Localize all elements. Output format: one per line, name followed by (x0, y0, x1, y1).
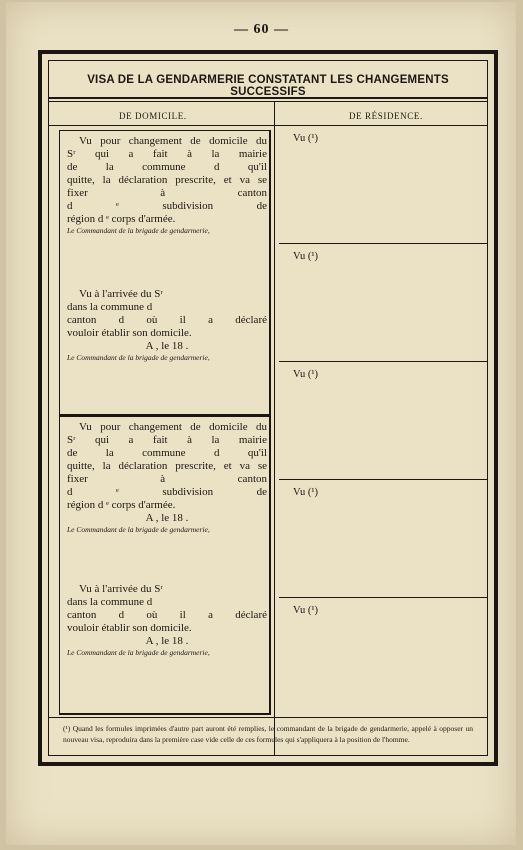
residence-visa-5: Vu (¹) (293, 605, 318, 616)
form-line: de la commune d qu'il (67, 161, 267, 173)
residence-visa-3: Vu (¹) (293, 369, 318, 380)
residence-divider (279, 479, 487, 480)
footnote-rule (49, 717, 487, 718)
column-divider (274, 101, 275, 755)
residence-visa-2: Vu (¹) (293, 251, 318, 262)
signature-line: Le Commandant de la brigade de gendarmerie, (67, 226, 210, 235)
residence-divider (279, 361, 487, 362)
header-rule (49, 97, 487, 99)
form-line: de la commune d qu'il (67, 447, 267, 459)
form-line: Sʳ qui a fait à la mairie (67, 434, 267, 446)
table-header: VISA DE LA GENDARMERIE CONSTATANT LES CHANGEMENTS SUCCESSIFS (87, 74, 449, 98)
form-line: fixer à canton (67, 187, 267, 199)
column-domicile: DE DOMICILE. (119, 111, 187, 121)
form-line: canton d où il a déclaré (67, 314, 267, 326)
residence-visa-1: Vu (¹) (293, 133, 318, 144)
form-line: quitte, la déclaration prescrite, et va se (67, 460, 267, 472)
form-line: Vu à l'arrivée du Sʳ (79, 288, 163, 300)
form-line: quitte, la déclaration prescrite, et va se (67, 174, 267, 186)
residence-visa-4: Vu (¹) (293, 487, 318, 498)
form-line: Vu pour changement de domicile du (79, 135, 267, 147)
form-line: vouloir établir son domicile. (67, 622, 192, 634)
arrival-form-2 (67, 583, 267, 657)
column-rule (49, 125, 487, 126)
form-line: région d ᵉ corps d'armée. (67, 499, 176, 511)
form-line: canton d où il a déclaré (67, 609, 267, 621)
departure-form-2 (67, 421, 267, 534)
form-line: d ᵉ subdivision de (67, 486, 267, 498)
residence-divider (279, 597, 487, 598)
signature-line: Le Commandant de la brigade de gendarmerie, (67, 353, 210, 362)
visa-frame (38, 50, 498, 766)
visa-table (48, 60, 488, 756)
form-line: fixer à canton (67, 473, 267, 485)
form-line: dans la commune d (67, 596, 153, 608)
signature-line: Le Commandant de la brigade de gendarmerie, (67, 525, 210, 534)
form-line: Sʳ qui a fait à la mairie (67, 148, 267, 160)
footnote: (¹) Quand les formules imprimées d'autre part auront été remplies, le commandant de la brigade de gendarmerie, appelé à opposer un nouveau visa, reproduira dans la première case vide celle de ces formules qui s'appliquera à la position de l'homme. (63, 724, 473, 744)
form-line: Vu pour changement de domicile du (79, 421, 267, 433)
form-line: vouloir établir son domicile. (67, 327, 192, 339)
form-line: région d ᵉ corps d'armée. (67, 213, 176, 225)
residence-divider (279, 243, 487, 244)
date-line: A , le 18 . (145, 512, 189, 524)
form-line: dans la commune d (67, 301, 153, 313)
form-line: d ᵉ subdivision de (67, 200, 267, 212)
column-residence: DE RÉSIDENCE. (349, 111, 423, 121)
arrival-form-1 (67, 288, 267, 362)
form-line: Vu à l'arrivée du Sʳ (79, 583, 163, 595)
signature-line: Le Commandant de la brigade de gendarmerie, (67, 648, 210, 657)
header-rule-thin (49, 101, 487, 102)
date-line: A , le 18 . (145, 635, 189, 647)
departure-form-1 (67, 135, 267, 235)
date-line: A , le 18 . (145, 340, 189, 352)
page-number: — 60 — (234, 22, 289, 37)
